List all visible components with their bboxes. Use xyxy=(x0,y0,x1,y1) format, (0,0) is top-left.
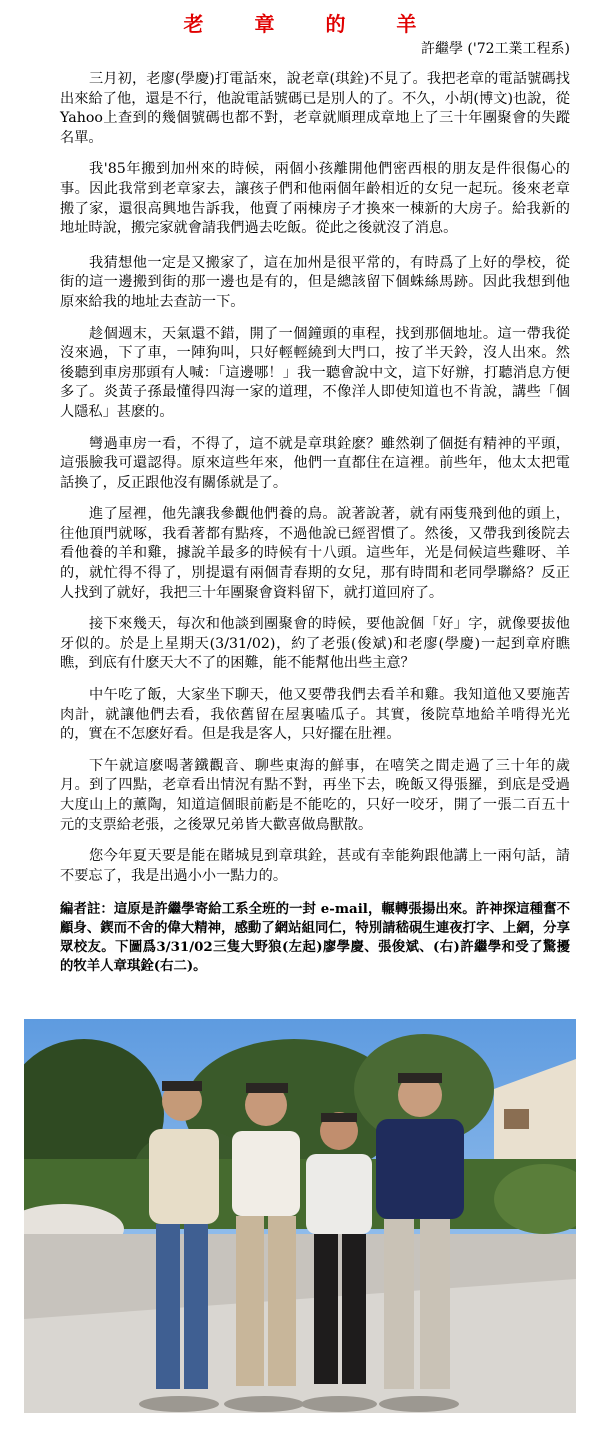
article-body xyxy=(60,70,570,976)
paragraph-9: 下午就這麽喝著鐵觀音、聊些東海的鮮事，在嘻笑之間走過了三十年的歲月。到了四點，老章看出情況有點不對，再坐下去，晚飯又得張羅，到底是受過大度山上的薰陶，知道這個眼前虧是不能吃的，只好一咬牙，開了一張二百五十元的支票給老張，之後眾兄弟皆大歡喜做鳥獸散。 xyxy=(60,757,570,833)
group-photo-illustration xyxy=(24,1019,576,1413)
group-photo xyxy=(24,1019,576,1413)
paragraph-8: 中午吃了飯，大家坐下聊天，他又要帶我們去看羊和雞。我知道他又要施苦肉計，就讓他們去看，我依舊留在屋裏嗑瓜子。其實，後院草地給羊啃得光光的，實在不怎麽好看。但是我是客人，只好擺在肚裡。 xyxy=(60,687,570,743)
author-byline: 許繼學 ('72工業工程系) xyxy=(420,41,570,57)
paragraph-7: 接下來幾天，每次和他談到團聚會的時候，要他說個「好」字，就像要拔他牙似的。於是上星期天(3/31/02)，約了老張(俊斌)和老廖(學慶)一起到章府瞧瞧，到底有什麽天大不了的困難，能不能幫他出些主意？ xyxy=(60,616,570,672)
paragraph-10: 您今年夏天要是能在賭城見到章琪銓，甚或有幸能夠跟他講上一兩句話，請不要忘了，我是出過小小一點力的。 xyxy=(60,848,570,884)
paragraph-6: 進了屋裡，他先讓我參觀他們養的鳥。說著說著，就有兩隻飛到他的頭上，往他頂門就啄，我看著都有點疼，不過他說已經習慣了。然後，又帶我到後院去看他養的羊和雞，據說羊最多的時候有十八頭。這些年，光是伺候這些雞呀、羊的，就忙得不得了，別提還有兩個青春期的女兒，那有時間和老同學聯絡？反正人找到了就好，我把三十年團聚會資料留下，就打道回府了。 xyxy=(60,506,570,601)
paragraph-3: 我猜想他一定是又搬家了，這在加州是很平常的，有時爲了上好的學校，從街的這一邊搬到街的那一邊也是有的，但是總該留下個蛛絲馬跡。因此我想到他原來給我的地址去查訪一下。 xyxy=(60,254,570,310)
editor-note: 編者註：這原是許繼學寄給工系全班的一封 e-mail，輾轉張揚出來。許神探這種奮不顧身、鍥而不舍的偉大精神，感動了網站組同仁，特別請嵇硯生連夜打字、上網，分享眾校友。下圖爲3/31/02三隻大野狼(左起)廖學慶、張俊斌、(右)許繼學和受了驚擾的牧羊人章琪銓(右二)。 xyxy=(60,901,570,975)
paragraph-5: 彎過車房一看，不得了，這不就是章琪銓麽？雖然剃了個挺有精神的平頭，這張臉我可還認得。原來這些年來，他們一直都住在這裡。前些年，他太太把電話換了，反正跟他沒有關係就是了。 xyxy=(60,435,570,491)
paragraph-4: 趁個週末，天氣還不錯，開了一個鐘頭的車程，找到那個地址。這一帶我從沒來過，下了車，一陣狗叫，只好輕輕繞到大門口，按了半天鈴，沒人出來。然後聽到車房那頭有人喊：「這邊哪！」我一聽會說中文，這下好辦，打聽消息方便多了。炎黃子孫最懂得四海一家的道理，不像洋人即使知道也不肯說，講些「個人隱私」甚麽的。 xyxy=(60,325,570,420)
paragraph-2: 我'85年搬到加州來的時候，兩個小孩離開他們密西根的朋友是件很傷心的事。因此我常到老章家去，讓孩子們和他兩個年齡相近的女兒一起玩。後來老章搬了家，還很高興地告訴我，他賣了兩棟房子才換來一棟新的大房子。給我新的地址時說，搬完家就會請我們過去吃飯。從此之後就沒了消息。 xyxy=(60,161,570,237)
paragraph-1: 三月初，老廖(學慶)打電話來，說老章(琪銓)不見了。我把老章的電話號碼找出來給了他，還是不行，他說電話號碼已是別人的了。不久，小胡(博文)也說，從Yahoo上查到的幾個號碼也都不對，老章就順理成章地上了三十年團聚會的失蹤名單。 xyxy=(60,71,570,146)
article-title: 老 章 的 羊 xyxy=(183,12,439,36)
